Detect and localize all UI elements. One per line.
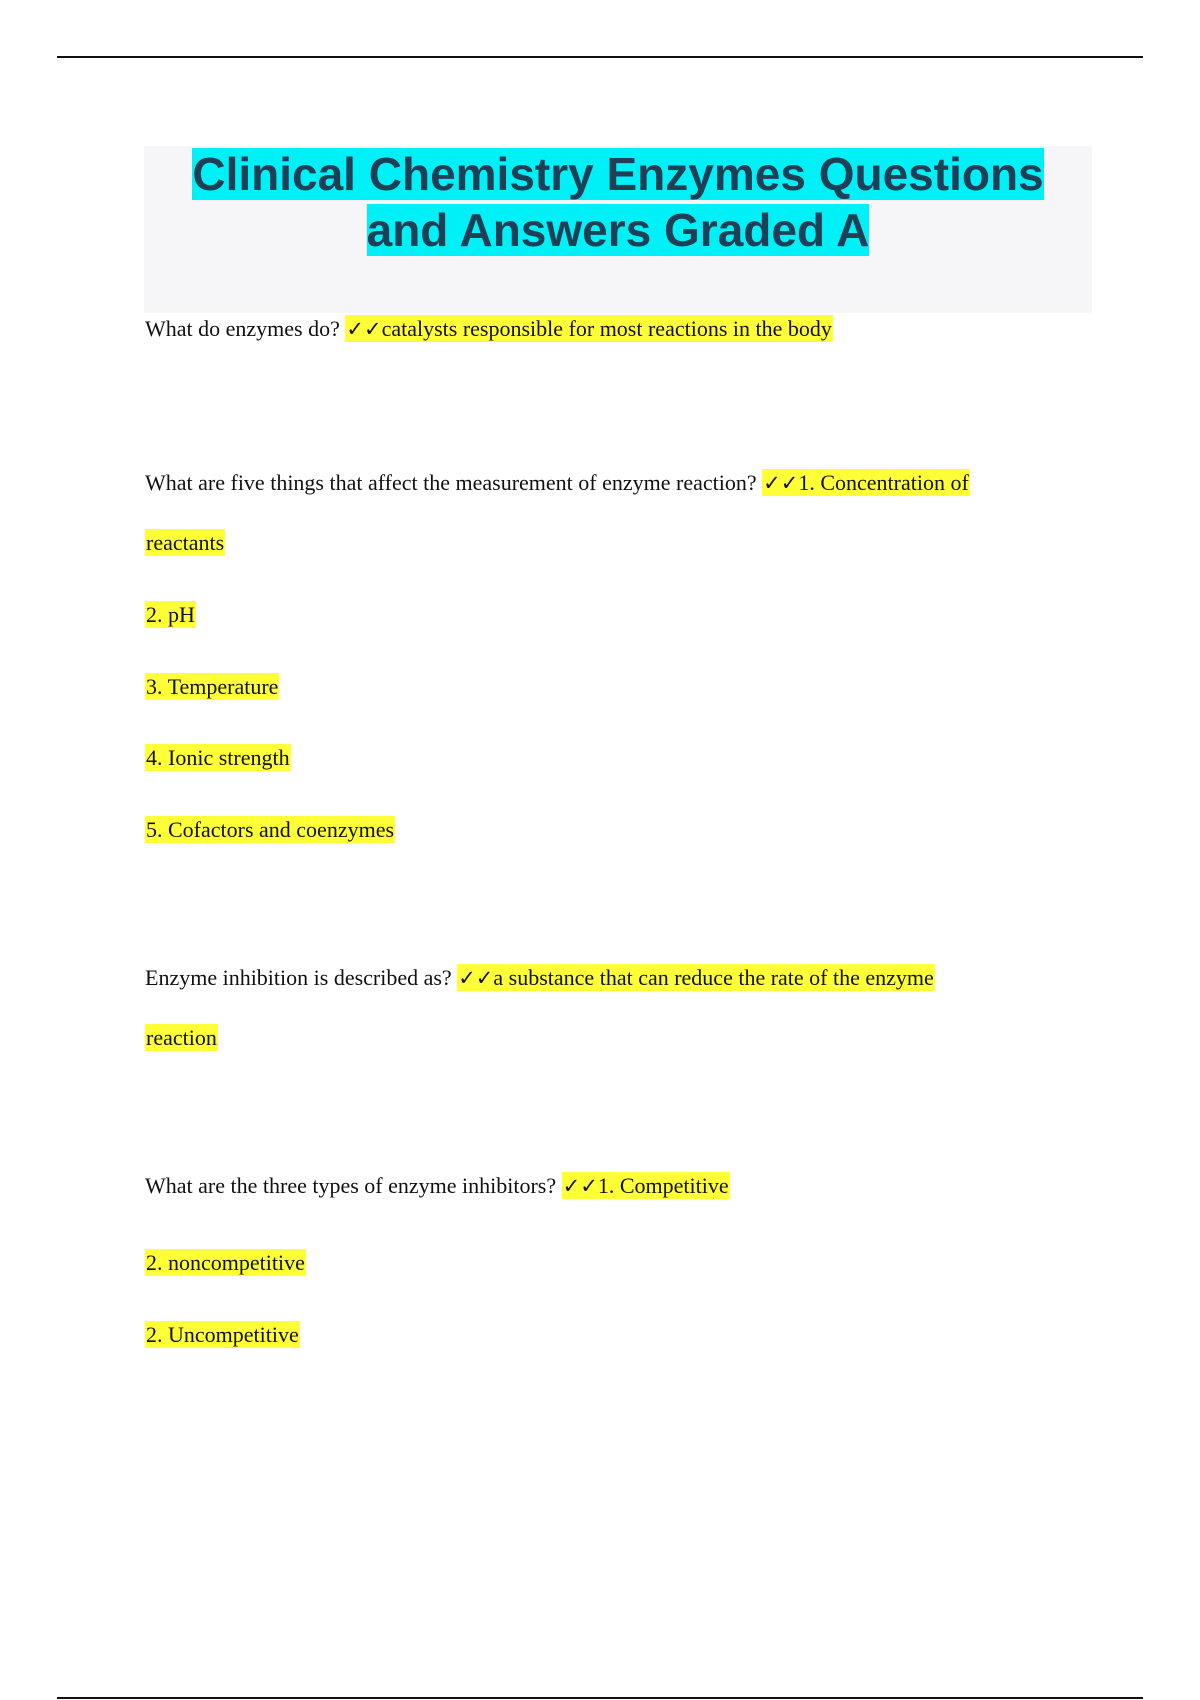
- answer-text: reactants: [146, 530, 225, 555]
- answer-highlight: [762, 469, 970, 496]
- answer-text: 5. Cofactors and coenzymes: [146, 817, 395, 842]
- answer-text: 2. noncompetitive: [146, 1250, 305, 1275]
- answer-highlight: [457, 964, 935, 991]
- answer-line: [145, 1248, 306, 1278]
- question-text: What do enzymes do?: [145, 316, 340, 341]
- check-mark-icon: ✓✓: [562, 1174, 598, 1198]
- answer-line: [145, 528, 225, 558]
- question-text: What are five things that affect the measurement of enzyme reaction?: [145, 470, 757, 495]
- top-rule: [57, 56, 1143, 58]
- qa-item-2: [145, 468, 970, 498]
- answer-text: 3. Temperature: [146, 674, 279, 699]
- title-line-1: Clinical Chemistry Enzymes Questions: [192, 148, 1044, 200]
- question-text: What are the three types of enzyme inhibitors?: [145, 1173, 557, 1198]
- answer-highlight: [562, 1172, 730, 1199]
- answer-line: [145, 815, 395, 845]
- answer-line: [145, 743, 291, 773]
- qa-item-4: [145, 1171, 730, 1201]
- answer-line: [145, 1320, 300, 1350]
- title-block: [144, 146, 1092, 313]
- answer-line: [145, 1023, 218, 1053]
- answer-text: 4. Ionic strength: [146, 745, 290, 770]
- answer-text: 1. Concentration of: [798, 470, 969, 495]
- document-title: [144, 146, 1092, 258]
- answer-line: [145, 600, 196, 630]
- question-text: Enzyme inhibition is described as?: [145, 965, 452, 990]
- answer-text: 2. Uncompetitive: [146, 1322, 299, 1347]
- check-mark-icon: ✓✓: [763, 471, 799, 495]
- qa-item-1: [145, 314, 833, 344]
- title-line-2: and Answers Graded A: [366, 204, 870, 256]
- check-mark-icon: ✓✓: [458, 966, 494, 990]
- answer-line: [145, 672, 279, 702]
- answer-text: 2. pH: [146, 602, 195, 627]
- answer-text: 1. Competitive: [597, 1173, 729, 1198]
- answer-text: catalysts responsible for most reactions in the body: [381, 316, 832, 341]
- answer-text: reaction: [146, 1025, 217, 1050]
- answer-text: a substance that can reduce the rate of the enzyme: [493, 965, 934, 990]
- qa-item-3: [145, 963, 935, 993]
- check-mark-icon: ✓✓: [346, 317, 382, 341]
- bottom-rule: [57, 1697, 1143, 1699]
- answer-highlight: [345, 315, 833, 342]
